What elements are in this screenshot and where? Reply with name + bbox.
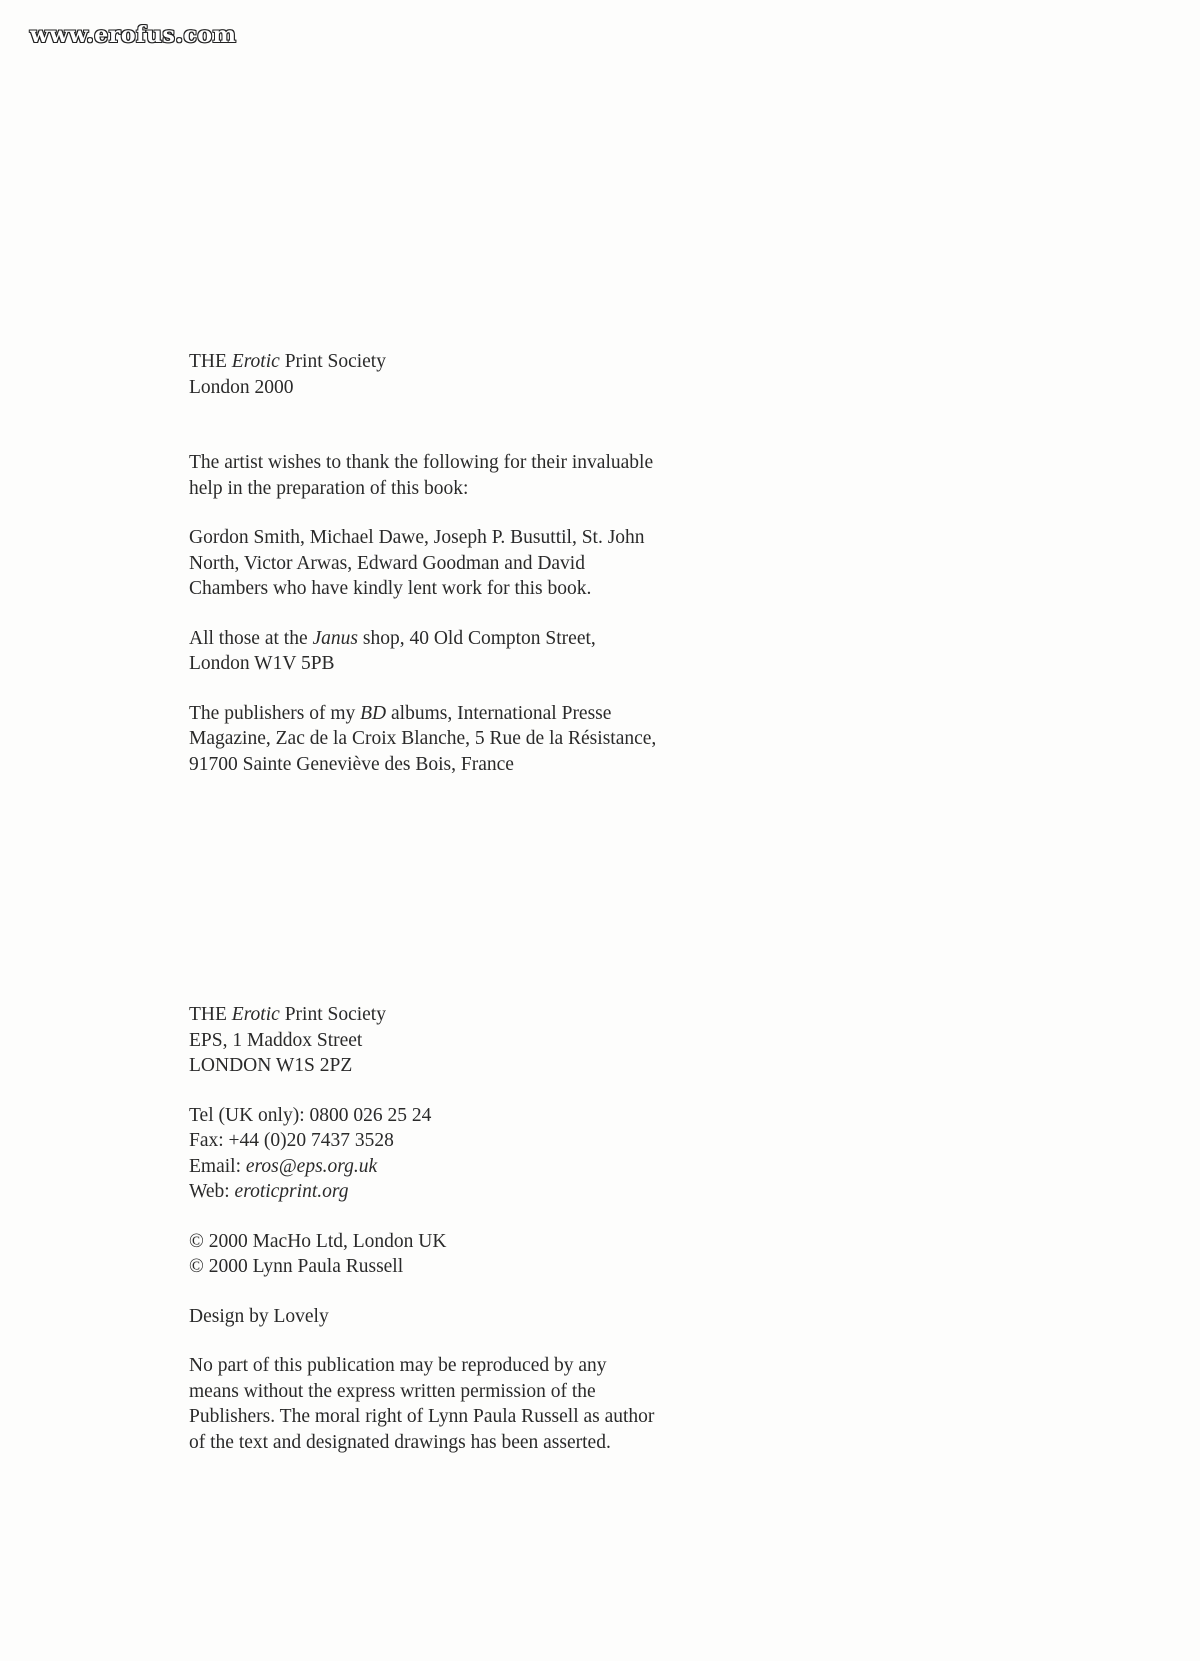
contact-block <box>189 1002 659 1479</box>
acknowledgements-intro: The artist wishes to thank the following for their invaluable help in the preparation of this book: <box>189 452 654 499</box>
contact-tel: Tel (UK only): 0800 026 25 24 <box>189 1104 432 1126</box>
rights-statement: No part of this publication may be reproduced by any means without the express written permission of the Publishers. The moral right of Lynn Paula Russell as author of the text and designated drawings has been asserted. <box>189 1355 655 1453</box>
imprint-block <box>189 349 659 400</box>
acknowledgements-block <box>189 450 659 801</box>
contact-email-row: Email: eros@eps.org.uk <box>189 1155 378 1177</box>
imprint-city-year: London 2000 <box>189 376 294 398</box>
watermark-text: www.erofus.com <box>30 22 237 48</box>
contact-email-link[interactable]: eros@eps.org.uk <box>245 1155 378 1177</box>
acknowledgements-janus: All those at the Janus shop, 40 Old Compton Street, London W1V 5PB <box>189 627 596 674</box>
contact-web-row: Web: eroticprint.org <box>189 1181 349 1202</box>
design-credit: Design by Lovely <box>189 1305 329 1327</box>
contact-fax: Fax: +44 (0)20 7437 3528 <box>189 1130 394 1151</box>
copyright-notices <box>189 1229 659 1280</box>
imprint-title: THE Erotic Print Society <box>189 351 386 372</box>
copyright-line-1: © 2000 MacHo Ltd, London UK <box>189 1230 447 1252</box>
acknowledgements-lenders: Gordon Smith, Michael Dawe, Joseph P. Busuttil, St. John North, Victor Arwas, Edward Goodman and David Chambers who have kindly lent work for this book. <box>189 527 645 599</box>
acknowledgements-bd-publishers: The publishers of my BD albums, International Presse Magazine, Zac de la Croix Blanche, 5 Rue de la Résistance, 91700 Sainte Geneviève des Bois, France <box>189 702 657 775</box>
copyright-line-2: © 2000 Lynn Paula Russell <box>189 1256 404 1277</box>
contact-details <box>189 1103 659 1205</box>
contact-address-line-1: EPS, 1 Maddox Street <box>189 1029 363 1051</box>
contact-web-link[interactable]: eroticprint.org <box>234 1181 349 1202</box>
contact-address <box>189 1002 659 1079</box>
contact-address-line-2: LONDON W1S 2PZ <box>189 1055 353 1076</box>
contact-title: THE Erotic Print Society <box>189 1004 386 1025</box>
